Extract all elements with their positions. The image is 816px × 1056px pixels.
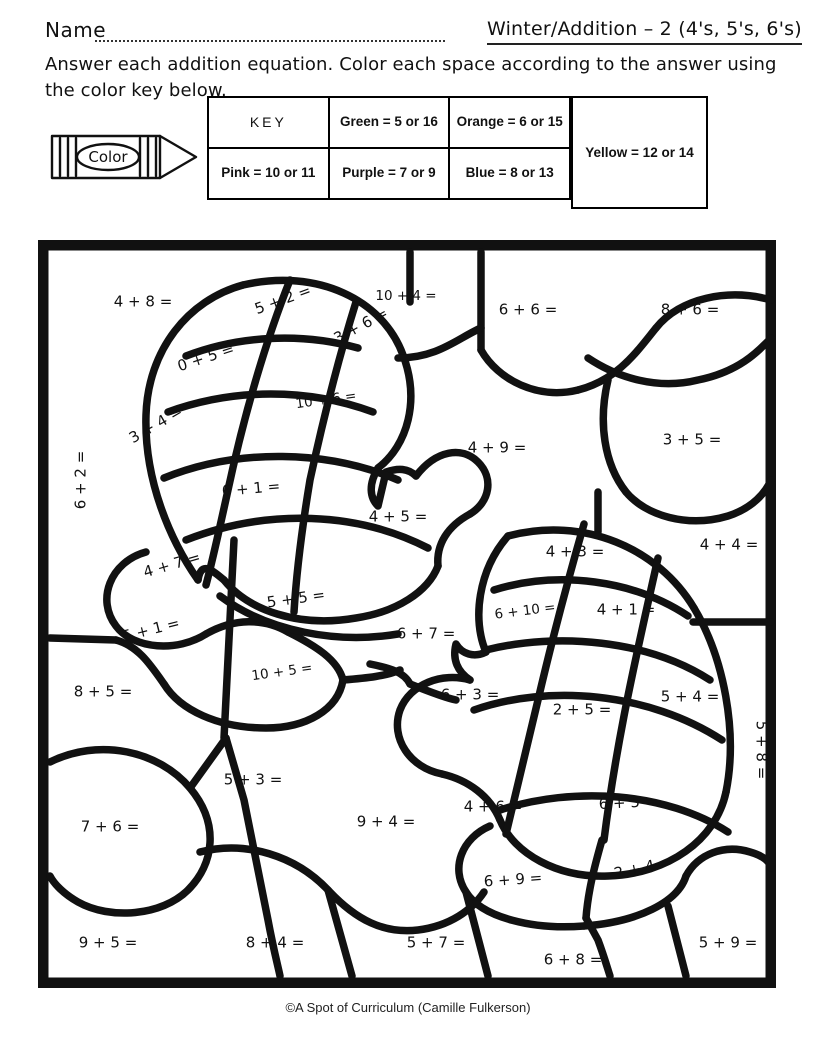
instructions-text: Answer each addition equation. Color each space according to the answer using the color key below. (45, 54, 777, 102)
eq-8-4: 8 + 4 = (245, 933, 305, 952)
eq-6-10: 6 + 10 = (493, 599, 557, 623)
eq-7-6: 7 + 6 = (80, 817, 140, 836)
eq-5-8: 5 + 8 = (752, 720, 771, 780)
eq-10-6: 10 + 6 = (294, 387, 358, 413)
eq-6-2: 6 + 2 = (71, 450, 90, 510)
eq-2-5: 2 + 5 = (552, 700, 612, 719)
key-row-2 (208, 148, 570, 199)
eq-3-6: 3 + 6 = (330, 303, 391, 348)
crayon-illustration (48, 126, 213, 188)
eq-8-5: 8 + 5 = (73, 682, 133, 701)
color-key-table (207, 96, 571, 200)
eq-6-1: 6 + 1 = (221, 476, 281, 501)
name-write-line (95, 40, 445, 42)
eq-5-3: 5 + 3 = (223, 770, 283, 789)
eq-6-6: 6 + 6 = (498, 300, 558, 319)
eq-10-4: 10 + 4 = (375, 288, 437, 304)
eq-2-4: 2 + 4 = (612, 852, 674, 883)
name-label: Name (45, 18, 107, 42)
eq-4-1: 4 + 1 = (596, 600, 656, 619)
eq-4-4: 4 + 4 = (699, 535, 759, 554)
key-cell-orange: Orange = 6 or 15 (449, 97, 570, 148)
eq-4-6: 4 + 6 = (463, 797, 523, 816)
eq-10-5: 10 + 5 = (250, 659, 314, 685)
eq-5-2: 5 + 2 = (252, 281, 314, 318)
eq-5-5: 5 + 5 = (265, 585, 327, 612)
footer-credit: ©A Spot of Curriculum (Camille Fulkerson) (285, 1000, 531, 1015)
color-by-number-puzzle (38, 240, 776, 988)
eq-4-3: 4 + 3 = (545, 542, 605, 561)
eq-5-4: 5 + 4 = (660, 687, 720, 706)
eq-4-5: 4 + 5 = (368, 507, 428, 526)
eq-6-8: 6 + 8 = (543, 950, 603, 969)
eq-8-6: 8 + 6 = (660, 300, 720, 319)
eq-4-9: 4 + 9 = (467, 438, 527, 457)
worksheet-header (0, 0, 816, 102)
key-cell-pink: Pink = 10 or 11 (208, 148, 329, 199)
eq-5-1: 5 + 1 = (120, 613, 182, 646)
key-cell-purple: Purple = 7 or 9 (329, 148, 450, 199)
key-cell-yellow: Yellow = 12 or 14 (571, 96, 708, 209)
crayon-label: Color (88, 148, 128, 166)
eq-4-8: 4 + 8 = (113, 292, 173, 311)
eq-3-4: 3 + 4 = (125, 402, 186, 447)
eq-9-4: 9 + 4 = (356, 812, 416, 831)
eq-5-9: 5 + 9 = (698, 933, 758, 952)
eq-9-5: 9 + 5 = (78, 933, 138, 952)
eq-4-7: 4 + 7 = (141, 547, 203, 582)
eq-6-5: 6 + 5 = (598, 791, 658, 814)
key-cell-blue: Blue = 8 or 13 (449, 148, 570, 199)
worksheet-title: Winter/Addition – 2 (4's, 5's, 6's) (487, 18, 802, 45)
key-row-1 (208, 97, 570, 148)
key-heading-cell: KEY (208, 97, 329, 148)
eq-6-7: 6 + 7 = (396, 624, 456, 643)
eq-6-9: 6 + 9 = (483, 868, 543, 891)
eq-3-5: 3 + 5 = (662, 430, 722, 449)
eq-0-5: 0 + 5 = (175, 339, 237, 376)
eq-5-7: 5 + 7 = (406, 933, 466, 952)
key-cell-green: Green = 5 or 16 (329, 97, 450, 148)
eq-6-3: 6 + 3 = (440, 685, 500, 704)
